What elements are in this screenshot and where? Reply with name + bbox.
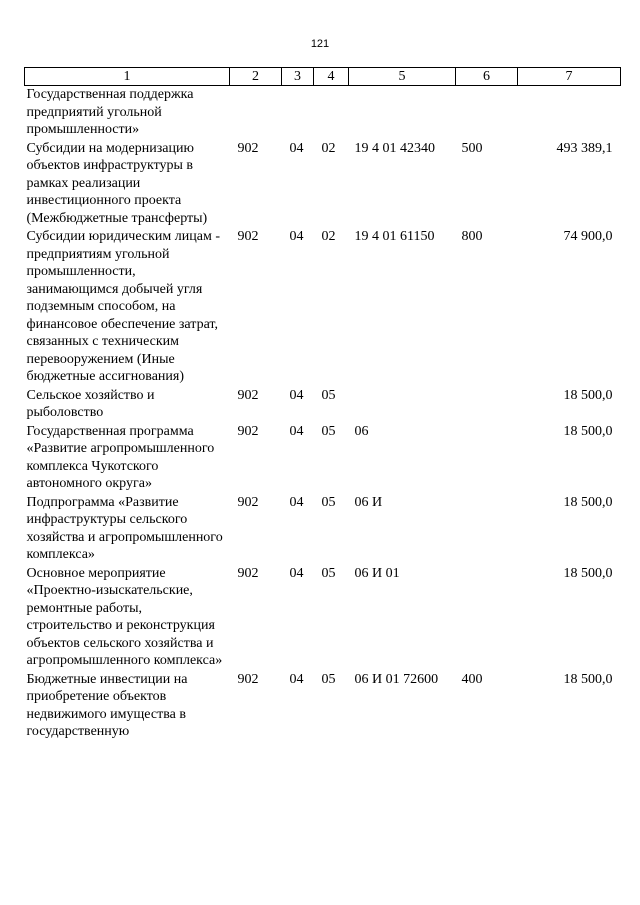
row-section: 04 [289,565,304,581]
table-row [25,139,621,228]
table-row [25,670,621,741]
row-name: Государственная программа «Развитие агропромышленного комплекса Чукотского автономного округа» [26,423,215,491]
table-row [25,386,621,422]
row-grbs: 902 [237,423,259,439]
row-target-code: 06 И 01 [354,565,400,581]
page-number: 121 [310,38,330,50]
row-sum: 18 500,0 [563,671,613,687]
row-section: 04 [289,229,304,244]
row-expense-type [456,422,518,493]
row-expense-type [456,564,518,670]
row-grbs: 902 [237,229,259,244]
row-name: Сельское хозяйство и рыболовство [26,387,155,420]
row-sum: 18 500,0 [563,565,613,581]
table-row [25,86,621,139]
row-target-code [349,86,456,139]
row-target-code: 06 И 01 72600 [354,671,439,687]
row-grbs: 902 [237,140,259,156]
column-header: 4 [314,68,349,86]
row-section: 04 [289,423,304,439]
column-header: 2 [230,68,282,86]
row-target-code: 19 4 01 42340 [354,140,435,156]
row-sum: 493 389,1 [556,140,613,156]
row-sum: 18 500,0 [563,423,613,439]
column-header: 6 [456,68,518,86]
row-expense-type: 500 [461,140,483,156]
row-grbs: 902 [237,671,259,687]
row-grbs: 902 [237,494,259,510]
row-sum [518,86,621,139]
row-section: 04 [289,387,304,403]
row-expense-type: 400 [461,671,483,687]
row-expense-type [456,86,518,139]
row-section: 04 [289,140,304,156]
column-header: 3 [282,68,314,86]
row-subsection: 05 [321,565,336,581]
row-expense-type [456,493,518,564]
table-header-row [25,68,621,86]
row-subsection: 05 [321,671,336,687]
column-header: 1 [25,68,230,86]
row-grbs [230,86,282,139]
table-row [25,227,621,386]
row-section [282,86,314,139]
row-expense-type: 800 [461,229,483,244]
budget-table [24,67,621,741]
column-header: 5 [349,68,456,86]
row-sum: 18 500,0 [563,387,613,403]
row-name: Основное мероприятие «Проектно-изыскательские, ремонтные работы, строительство и реконструкция объектов сельского хозяйства и агропромышленного комплекса» [26,565,223,668]
row-expense-type [456,386,518,422]
column-header: 7 [518,68,621,86]
row-target-code: 19 4 01 61150 [354,229,435,244]
row-name: Бюджетные инвестиции на приобретение объектов недвижимого имущества в государственную [26,671,188,739]
row-name: Подпрограмма «Развитие инфраструктуры сельского хозяйства и агропромышленного комплекса» [26,494,223,562]
row-subsection: 02 [321,229,336,244]
row-grbs: 902 [237,565,259,581]
table-row [25,493,621,564]
table-row [25,564,621,670]
row-section: 04 [289,494,304,510]
row-target-code: 06 И [354,494,383,510]
row-subsection [314,86,349,139]
row-section: 04 [289,671,304,687]
row-target-code [349,386,456,422]
row-target-code: 06 [354,423,369,439]
table-row [25,422,621,493]
row-subsection: 05 [321,387,336,403]
row-name: Субсидии на модернизацию объектов инфраструктуры в рамках реализации инвестиционного проекта (Межбюджетные трансферты) [26,140,208,226]
row-name: Государственная поддержка предприятий угольной промышленности» [26,87,194,137]
row-subsection: 02 [321,140,336,156]
row-name: Субсидии юридическим лицам - предприятиям угольной промышленности, занимающимся добычей угля подземным способом, на финансовое обеспечение затрат, связанных с техническим перевооружением (Иные бюджетные ассигнования) [26,229,220,384]
row-subsection: 05 [321,423,336,439]
row-grbs: 902 [237,387,259,403]
row-subsection: 05 [321,494,336,510]
row-sum: 18 500,0 [563,494,613,510]
row-sum: 74 900,0 [563,229,613,244]
